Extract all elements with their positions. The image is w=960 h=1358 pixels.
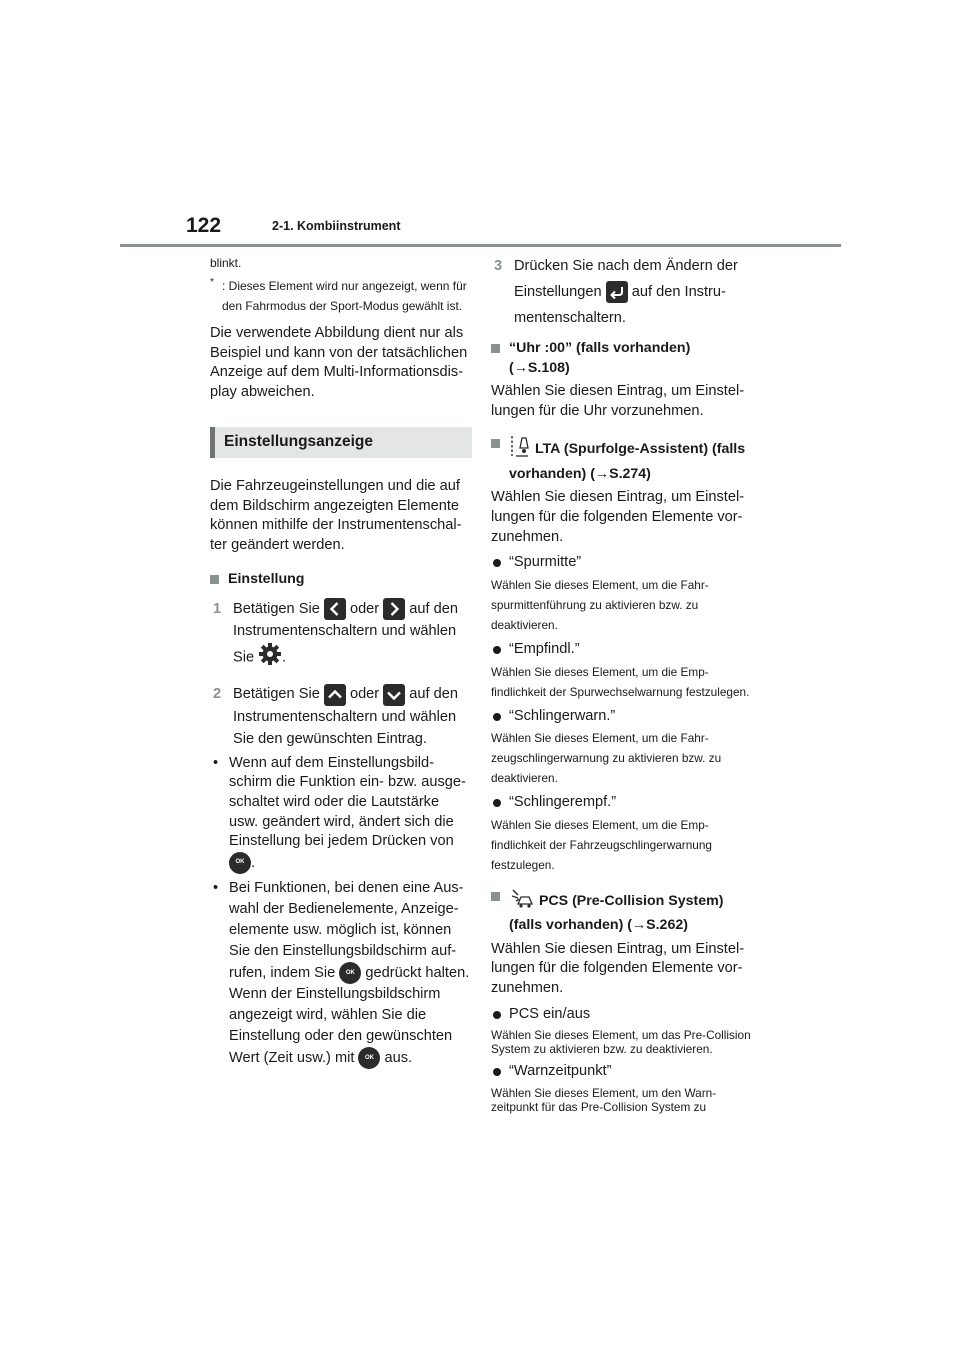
square-bullet-icon [491, 344, 500, 353]
square-bullet-icon [491, 892, 500, 901]
item-title: “Spurmitte” [509, 554, 582, 571]
step-1 [210, 598, 472, 673]
heading-text: PCS (Pre-Collision System) (falls vorhanden) (→S.262) [509, 893, 724, 933]
list-item [491, 793, 753, 875]
heading-text: LTA (Spurfolge-Assistent) (falls vorhanden) (→S.274) [509, 440, 746, 482]
item-title: “Warnzeitpunkt” [509, 1063, 612, 1080]
step-text: oder [349, 686, 380, 703]
bullet-2 [210, 878, 472, 1069]
list-item [491, 707, 753, 789]
blinkt-text: blinkt. [210, 256, 242, 270]
square-bullet-icon [491, 439, 500, 448]
square-bullet-icon [210, 575, 219, 584]
step-number: 1 [213, 601, 222, 618]
list-item [491, 1062, 753, 1114]
step-text: auf den Instrumentenschaltern und wählen Sie [233, 601, 458, 666]
bullet-1 [210, 754, 472, 875]
header-rule [120, 244, 841, 247]
list-item [491, 553, 753, 635]
lane-trace-icon [509, 434, 531, 465]
section-heading: Einstellungsanzeige [210, 427, 472, 458]
chevron-up-icon [324, 684, 346, 706]
dot-bullet-icon [493, 1011, 501, 1019]
uhr-heading [491, 339, 753, 378]
dot-bullet-icon [493, 799, 501, 807]
step-text: oder [349, 601, 380, 618]
item-title: “Empfindl.” [509, 641, 580, 658]
lta-description: Wählen Sie diesen Eintrag, um Einstellungen für die folgenden Elemente vorzunehmen. [491, 489, 745, 545]
item-description: Wählen Sie dieses Element, um das Pre-Collision System zu aktivieren bzw. zu deaktivieren. [491, 1028, 751, 1057]
item-description: Wählen Sie dieses Element, um die Fahrzeugschlingerwarnung zu aktivieren bzw. zu deaktivieren. [491, 731, 722, 786]
item-title: PCS ein/aus [509, 1005, 591, 1022]
chevron-left-icon [324, 598, 346, 620]
pcs-description: Wählen Sie diesen Eintrag, um Einstellungen für die folgenden Elemente vorzunehmen. [491, 940, 745, 996]
right-column [491, 253, 753, 1114]
list-item [491, 640, 753, 702]
pcs-heading [491, 887, 753, 935]
item-description: Wählen Sie dieses Element, um die Empfindlichkeit der Fahrzeugschlingerwarnung festzulegen. [491, 818, 712, 873]
step-text: Drücken Sie nach dem Ändern der Einstellungen [514, 258, 738, 300]
footnote-mark: * [210, 277, 214, 288]
subhead-text: Einstellung [228, 570, 305, 587]
lta-items [491, 553, 753, 875]
page-number: 122 [186, 214, 222, 237]
bullet-text: . [251, 854, 256, 871]
lta-heading [491, 434, 753, 484]
pcs-items [491, 1005, 753, 1114]
bullet-text: Wenn auf dem Einstellungsbildschirm die Funktion ein- bzw. ausgeschaltet wird oder die Lautstärke usw. geändert wird, ändert sich die Einstellung bei jedem Drücken von [229, 754, 466, 850]
dot-bullet-icon [493, 1068, 501, 1076]
intro-text: Die verwendete Abbildung dient nur als Beispiel und kann von der tatsächlichen Anzeige auf dem Multi-Informationsdisplay abweichen. [210, 325, 468, 401]
ok-button-icon: OK [358, 1047, 380, 1069]
step-text: Betätigen Sie [233, 601, 320, 618]
step-number: 2 [213, 686, 222, 703]
item-description: Wählen Sie dieses Element, um den Warnzeitpunkt für das Pre-Collision System zu [491, 1086, 717, 1115]
footnote-text: : Dieses Element wird nur angezeigt, wenn für den Fahrmodus der Sport-Modus gewählt ist. [222, 279, 467, 313]
item-description: Wählen Sie dieses Element, um die Empfindlichkeit der Spurwechselwarnung festzulegen. [491, 664, 750, 699]
subhead-einstellung [210, 570, 472, 590]
bullet-text: Bei Funktionen, bei denen eine Auswahl der Bedienelemente, Anzeigeelemente usw. möglich ist, können Sie den Einstellungsbildschirm aufrufen, indem Sie [229, 880, 464, 981]
pre-collision-icon [509, 887, 535, 916]
item-title: “Schlingerempf.” [509, 794, 617, 811]
bullet-mark: • [213, 880, 219, 897]
chevron-right-icon [383, 598, 405, 620]
step-3 [491, 253, 753, 331]
chevron-down-icon [383, 684, 405, 706]
heading-description: Die Fahrzeugeinstellungen und die auf dem Bildschirm angezeigten Elemente können mithilfe der Instrumentenschalter geändert werden. [210, 477, 462, 553]
step-text: auf den Instrumentenschaltern und wählen Sie den gewünschten Eintrag. [233, 686, 458, 747]
step-text: auf den Instrumentenschaltern. [514, 284, 726, 326]
left-column [210, 253, 472, 1069]
item-description: Wählen Sie dieses Element, um die Fahrspurmittenführung zu aktivieren bzw. zu deaktivieren. [491, 578, 709, 633]
step-text: Betätigen Sie [233, 686, 320, 703]
back-arrow-icon [606, 281, 628, 303]
dot-bullet-icon [493, 559, 501, 567]
dot-bullet-icon [493, 713, 501, 721]
ok-button-icon: OK [339, 962, 361, 984]
footnote [210, 276, 472, 316]
heading-text: “Uhr :00” (falls vorhanden) (→S.108) [509, 340, 691, 376]
bullet-text: aus. [384, 1049, 413, 1066]
section-title: 2-1. Kombiinstrument [272, 219, 401, 233]
uhr-description: Wählen Sie diesen Eintrag, um Einstellungen für die Uhr vorzunehmen. [491, 383, 745, 420]
bullet-text: gedrückt halten. Wenn der Einstellungsbildschirm angezeigt wird, wählen Sie die Einstellung oder den gewünschten Wert (Zeit usw.) mit [229, 964, 470, 1066]
dot-bullet-icon [493, 646, 501, 654]
gear-icon [258, 642, 282, 673]
bullet-mark: • [213, 754, 219, 771]
step-text: . [282, 649, 287, 666]
item-title: “Schlingerwarn.” [509, 707, 616, 724]
ok-button-icon: OK [229, 852, 251, 874]
list-item [491, 1005, 753, 1057]
step-2 [210, 683, 472, 749]
step-number: 3 [494, 258, 503, 274]
